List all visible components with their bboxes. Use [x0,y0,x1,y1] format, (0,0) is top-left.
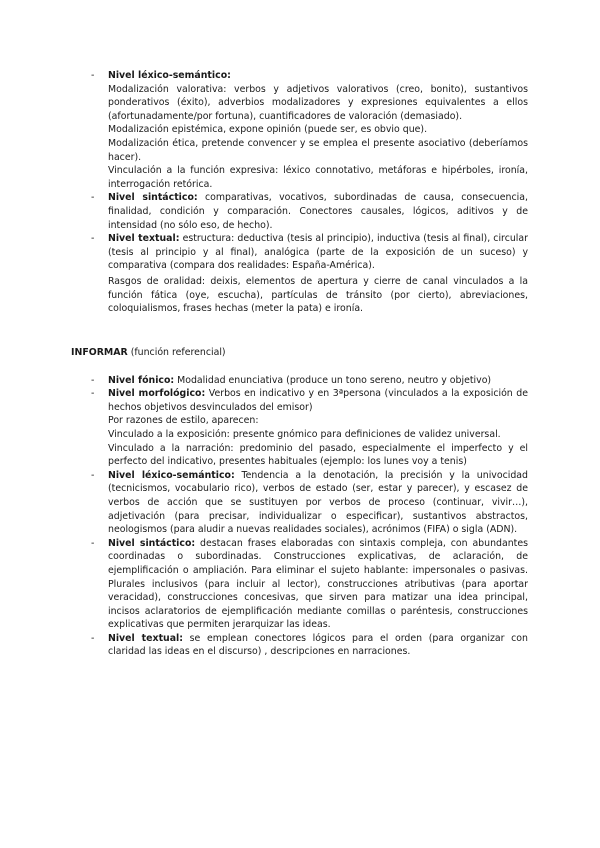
list-item-nivel-morfologico [0,387,600,414]
list-item-nivel-fonico [0,374,600,388]
list-item-nivel-sintactico-informar [0,537,600,632]
list-item-nivel-textual-informar [0,632,600,659]
item-label: Nivel léxico-semántico: [108,70,231,81]
item-label: Nivel léxico-semántico: [108,469,235,481]
list-item-nivel-sintactico [0,191,600,232]
item-label: Nivel sintáctico: [108,192,198,204]
section-title-heading: INFORMAR [71,347,128,358]
paragraph-rasgos-oralidad: Rasgos de oralidad: deixis, elementos de apertura y cierre de canal vinculados a la función fática (oye, escucha), partículas de tránsito (por cierto), abreviaciones, coloquialismos, frases hechas (meter la pata) e ironía. [108,275,528,315]
bullet-dash: - [91,70,95,81]
bullet-dash: - [91,374,95,386]
item-text: se emplean conectores lógicos para el orden (para organizar con claridad las ideas en el discurso) , descripciones en narraciones. [108,632,528,658]
paragraph-funcion-expresiva: Vinculación a la función expresiva: léxico connotativo, metáforas e hipérboles, ironía, interrogación retórica. [108,165,528,190]
list-item-nivel-lexico-semantico [0,69,600,191]
item-label: Nivel textual: [108,233,180,245]
bullet-dash: - [91,192,95,204]
bullet-dash: - [91,233,95,245]
section-title [71,346,600,360]
bullet-dash: - [91,537,95,549]
paragraph-estilo-narracion: Vinculado a la narración: predominio del pasado, especialmente el imperfecto y el perfecto del indicativo, presentes habituales (ejemplo: los lunes voy a tenis) [108,442,528,468]
section-title-subtitle: (función referencial) [127,347,226,358]
bullet-dash: - [91,388,95,400]
list-item-nivel-lexico-semantico-informar [0,469,600,537]
item-label: Nivel fónico: [108,374,175,386]
bullet-dash: - [91,469,95,481]
paragraph-estilo-exposicion: Vinculado a la exposición: presente gnómico para definiciones de validez universal. [108,428,501,440]
item-text: comparativas, vocativos, subordinadas de causa, consecuencia, finalidad, condición y comparación. Conectores causales, lógicos, aditivos y de intensidad (no sólo eso, de hecho). [108,192,528,231]
paragraph-estilo-intro: Por razones de estilo, aparecen: [108,415,259,427]
item-text: estructura: deductiva (tesis al principio), inductiva (tesis al final), circular (tesis al principio y al final), analógica (parte de la exposición de un suceso) y comparativa (compara dos realidades: España-América). [108,233,529,272]
item-label: Nivel morfológico: [108,388,206,400]
item-text: Tendencia a la denotación, la precisión y la univocidad (tecnicismos, vocabulario rico), verbos de estado (ser, estar y parecer), y escasez de verbos de acción que se sustituyen por verbos de proceso (continuar, vivir…), adjetivación (para precisar, individualizar o especificar), sustantivos abstractos, neologismos (para aludir a nuevas realidades sociales), acrónimos (FIFA) o sigla (ADN). [108,469,528,536]
item-label: Nivel sintáctico: [108,537,196,549]
paragraph-modalizacion-valorativa: Modalización valorativa: verbos y adjetivos valorativos (creo, bonito), sustantivos ponderativos (éxito), adverbios modalizadores y expresiones equivalentes a ellos (afortunadamente/por fortuna), cuantificadores de valoración (demasiado). [108,83,528,122]
section-argumentar-continuation [0,69,600,316]
list-item-nivel-textual [0,232,600,316]
item-text: Modalidad enunciativa (produce un tono sereno, neutro y objetivo) [174,374,492,386]
paragraph-modalizacion-etica: Modalización ética, pretende convencer y se emplea el presente asociativo (deberíamos hacer). [108,137,528,163]
item-text: Verbos en indicativo y en 3ªpersona (vinculados a la exposición de hechos objetivos desvinculados del emisor) [108,388,528,413]
section-informar [0,346,600,659]
item-label: Nivel textual: [108,632,184,644]
item-text: destacan frases elaboradas con sintaxis compleja, con abundantes coordinadas o subordinadas. Construcciones explicativas, de aclaración, de ejemplificación o ampliación. Para eliminar el sujeto hablante: impersonales o pasivas. Plurales inclusivos (para incluir al lector), construcciones atributivas (para aportar veracidad), construcciones concesivas, que sirven para matizar una idea principal, incisos aclaratorios de ejemplificación mediante comillas o paréntesis, construcciones explicativas que permiten jerarquizar las ideas. [108,537,528,631]
paragraph-modalizacion-epistemica: Modalización epistémica, expone opinión (puede ser, es obvio que). [108,124,428,136]
bullet-dash: - [91,632,95,644]
